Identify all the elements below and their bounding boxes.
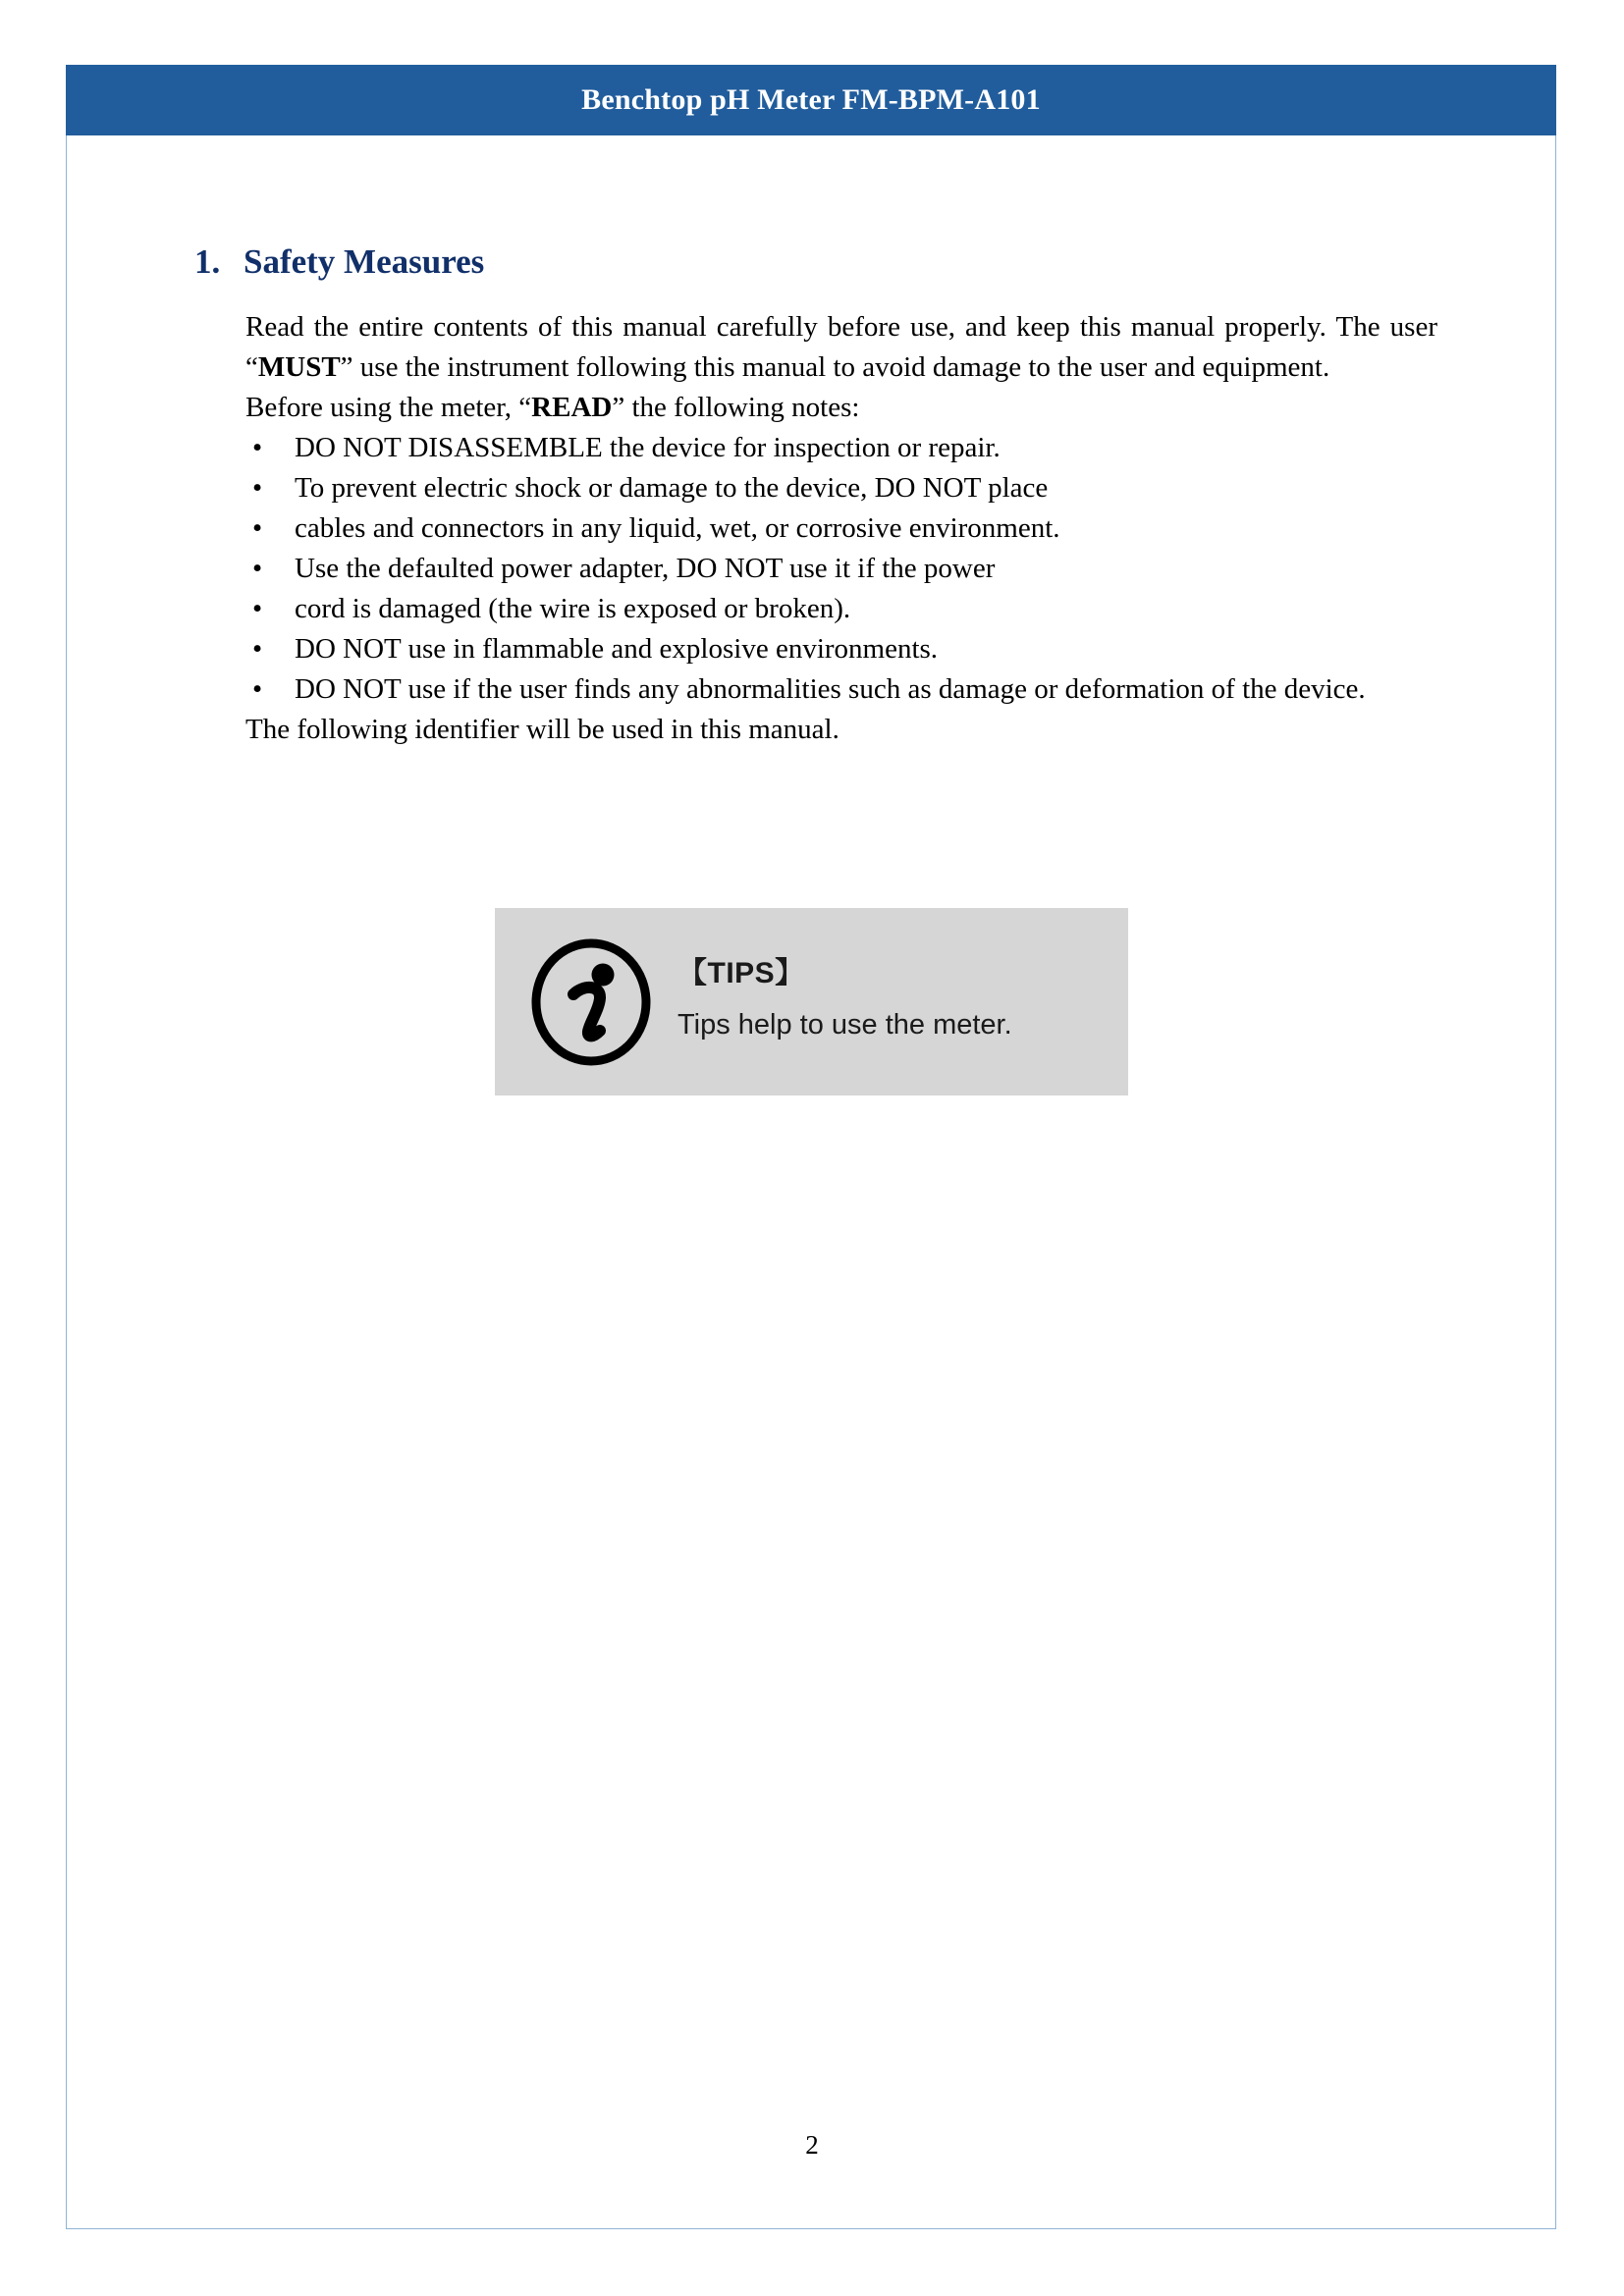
list-item: [245, 549, 1437, 589]
intro-paragraph-bold-must: MUST: [257, 350, 341, 383]
bullet-icon: •: [252, 632, 263, 665]
intro-paragraph-suffix: ” use the instrument following this manual to avoid damage to the user and equipment.: [340, 350, 1330, 383]
list-item-text: Use the defaulted power adapter, DO NOT use it if the power: [295, 552, 996, 584]
list-item: [245, 629, 1437, 669]
intro-paragraph-prefix: Read the entire contents of this manual carefully before use, and keep this manual properly. The user “: [245, 310, 1437, 383]
list-item-text: cables and connectors in any liquid, wet, or corrosive environment.: [295, 511, 1060, 544]
bullet-icon: •: [252, 431, 263, 463]
intro-paragraph: [245, 307, 1437, 388]
section-body: [0, 307, 1624, 750]
tips-description: Tips help to use the meter.: [677, 1009, 1012, 1041]
safety-notes-list: [245, 428, 1437, 710]
list-item-text: DO NOT DISASSEMBLE the device for inspection or repair.: [295, 431, 1001, 463]
before-using-suffix: ” the following notes:: [612, 391, 860, 423]
page-number: 2: [805, 2130, 819, 2160]
list-item: [245, 508, 1437, 549]
list-item: [245, 428, 1437, 468]
tips-identifier-box: [495, 908, 1128, 1095]
list-item-text: DO NOT use in flammable and explosive environments.: [295, 632, 939, 665]
tips-text-group: [677, 955, 1012, 1049]
tips-label: 【TIPS】: [677, 956, 805, 989]
bullet-icon: •: [252, 471, 263, 504]
list-item-text: DO NOT use if the user finds any abnormalities such as damage or deformation of the device.: [295, 672, 1366, 705]
document-header-title: Benchtop pH Meter FM-BPM-A101: [581, 83, 1041, 116]
section-heading: [0, 243, 1624, 282]
bullet-icon: •: [252, 672, 263, 705]
bullet-icon: •: [252, 592, 263, 624]
list-item-text: cord is damaged (the wire is exposed or broken).: [295, 592, 851, 624]
list-item: [245, 669, 1437, 710]
section-title: Safety Measures: [244, 242, 485, 281]
before-using-prefix: Before using the meter, “: [245, 391, 532, 423]
page-content: [0, 135, 1624, 1041]
closing-line: The following identifier will be used in this manual.: [245, 713, 839, 745]
document-header-band: [66, 65, 1556, 135]
before-using-bold-read: READ: [531, 391, 613, 423]
bullet-icon: •: [252, 552, 263, 584]
bullet-icon: •: [252, 511, 263, 544]
list-item: [245, 589, 1437, 629]
list-item: [245, 468, 1437, 508]
info-circle-icon: [513, 937, 670, 1067]
before-using-line: [245, 388, 1437, 428]
section-number: 1.: [194, 242, 221, 281]
list-item-text: To prevent electric shock or damage to the device, DO NOT place: [295, 471, 1049, 504]
